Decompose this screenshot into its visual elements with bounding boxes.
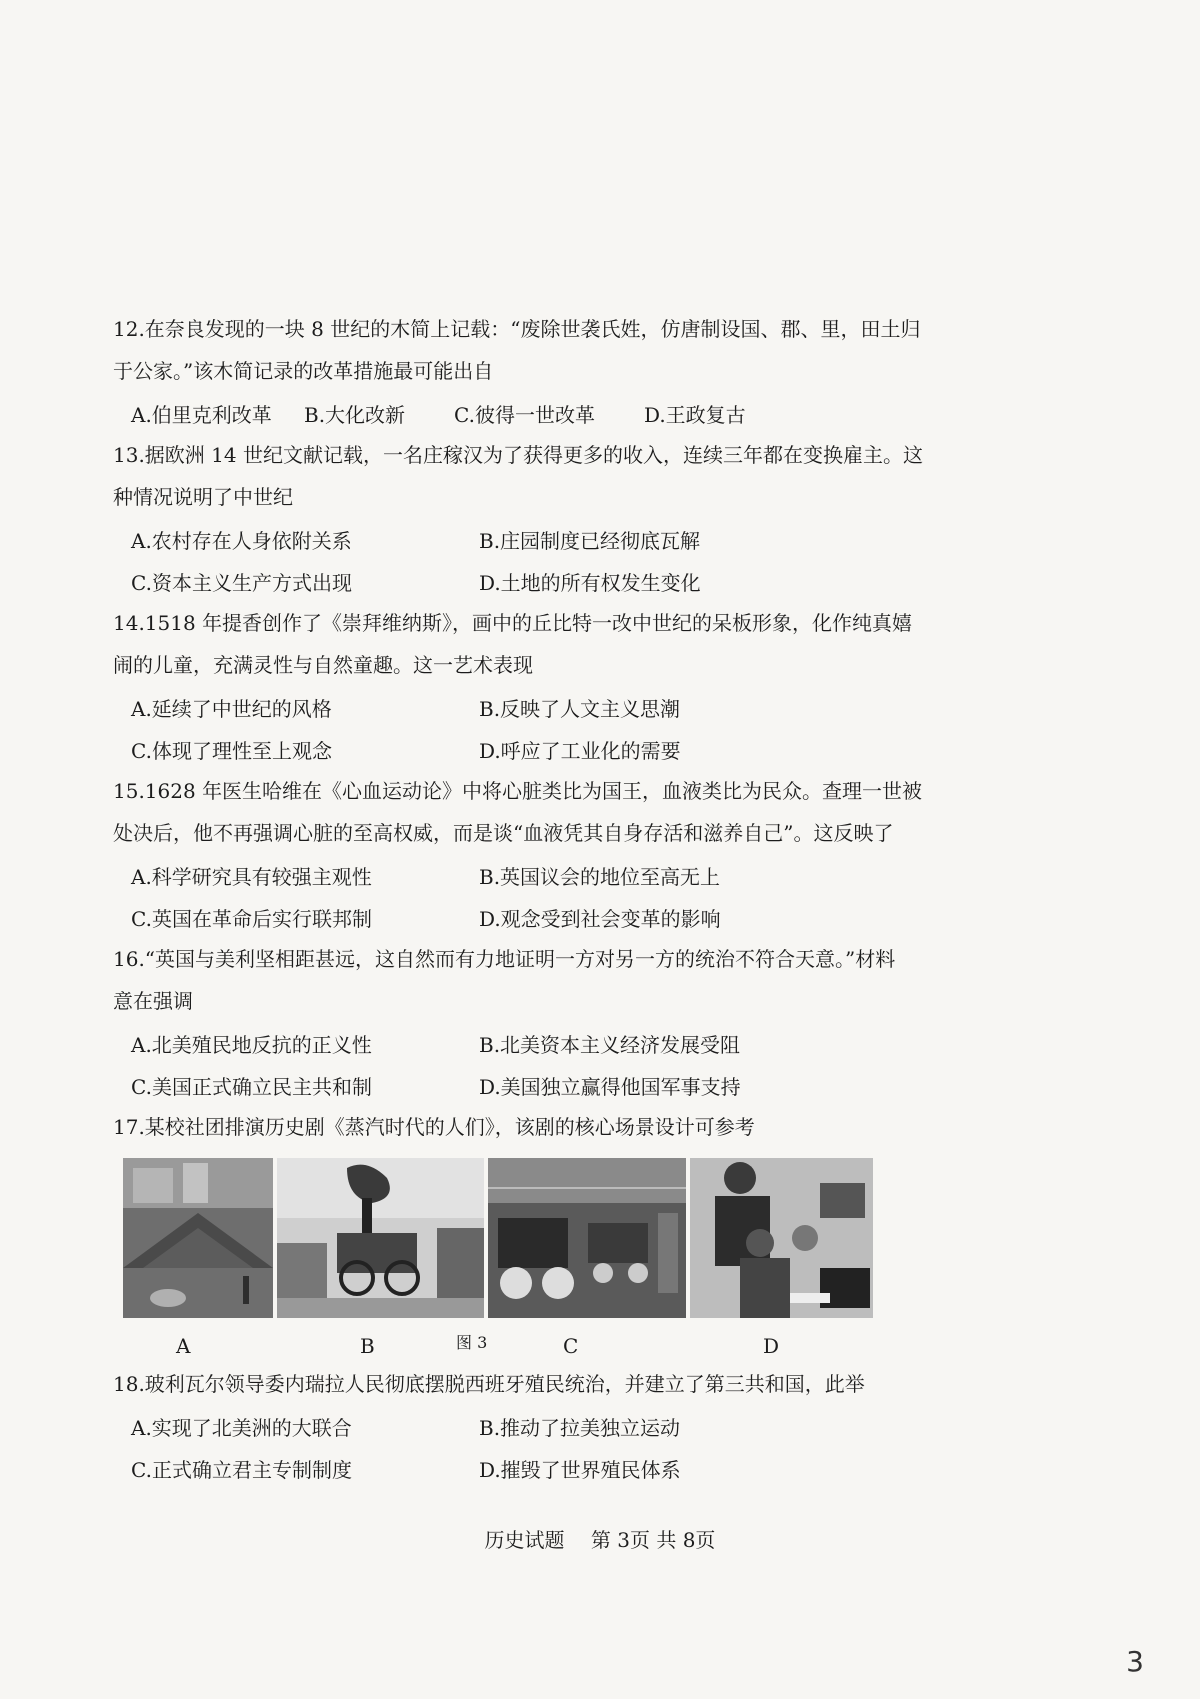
question-18-options-row2: [113, 1447, 943, 1489]
computer-users-image: [690, 1158, 873, 1318]
q12-option-b[interactable]: B.大化改新: [304, 402, 406, 427]
q18-option-a[interactable]: A.实现了北美洲的大联合: [131, 1415, 352, 1440]
question-14-options-row1: [113, 686, 943, 728]
q13-option-c[interactable]: C.资本主义生产方式出现: [131, 570, 352, 595]
figure-3: [113, 1158, 943, 1363]
figure-label-b: B: [360, 1334, 375, 1358]
question-list: [113, 308, 943, 1489]
steam-locomotive-image: [277, 1158, 484, 1318]
question-18-options-row1: [113, 1405, 943, 1447]
q13-option-b[interactable]: B.庄园制度已经彻底瓦解: [479, 528, 701, 553]
assembly-line-image: [488, 1158, 686, 1318]
q12-option-d[interactable]: D.王政复古: [644, 402, 746, 427]
question-15-options-row1: [113, 854, 943, 896]
figure-image-d[interactable]: [690, 1158, 873, 1318]
footer-page-info: 第 3页 共 8页: [590, 1528, 716, 1552]
q18-option-b[interactable]: B.推动了拉美独立运动: [479, 1415, 681, 1440]
page-number: 3: [1126, 1645, 1144, 1678]
question-17-stem: 17.某校社团排演历史剧《蒸汽时代的人们》，该剧的核心场景设计可参考: [113, 1115, 755, 1139]
q12-option-a[interactable]: A.伯里克利改革: [131, 402, 272, 427]
figure-image-c[interactable]: [488, 1158, 686, 1318]
q16-option-b[interactable]: B.北美资本主义经济发展受阻: [479, 1032, 741, 1057]
question-13-options-row2: [113, 560, 943, 602]
q16-option-a[interactable]: A.北美殖民地反抗的正义性: [131, 1032, 372, 1057]
q16-option-c[interactable]: C.美国正式确立民主共和制: [131, 1074, 372, 1099]
question-13-stem: 13.据欧洲 14 世纪文献记载，一名庄稼汉为了获得更多的收入，连续三年都在变换雇主。这 种情况说明了中世纪: [113, 443, 923, 509]
q13-option-d[interactable]: D.土地的所有权发生变化: [479, 570, 701, 595]
question-12-stem: 12.在奈良发现的一块 8 世纪的木简上记载：“废除世袭氏姓，仿唐制设国、郡、里，田土归 于公家。”该木简记录的改革措施最可能出自: [113, 317, 921, 383]
figure-caption: 图 3: [456, 1333, 488, 1352]
figure-image-b[interactable]: [277, 1158, 484, 1318]
question-14-stem: 14.1518 年提香创作了《崇拜维纳斯》，画中的丘比特一改中世纪的呆板形象，化作纯真嬉 闹的儿童，充满灵性与自然童趣。这一艺术表现: [113, 611, 913, 677]
q13-option-a[interactable]: A.农村存在人身依附关系: [131, 528, 352, 553]
q18-option-d[interactable]: D.摧毁了世界殖民体系: [479, 1457, 681, 1482]
question-16-stem: 16.“英国与美利坚相距甚远，这自然而有力地证明一方对另一方的统治不符合天意。”材料 意在强调: [113, 947, 896, 1013]
q14-option-d[interactable]: D.呼应了工业化的需要: [479, 738, 681, 763]
q15-option-c[interactable]: C.英国在革命后实行联邦制: [131, 906, 372, 931]
q14-option-c[interactable]: C.体现了理性至上观念: [131, 738, 332, 763]
question-16-options-row2: [113, 1064, 943, 1106]
footer-subject: 历史试题: [484, 1528, 565, 1552]
q14-option-a[interactable]: A.延续了中世纪的风格: [131, 696, 332, 721]
question-15-options-row2: [113, 896, 943, 938]
q12-option-c[interactable]: C.彼得一世改革: [454, 402, 595, 427]
question-13-options-row1: [113, 518, 943, 560]
page-footer: [0, 1524, 1200, 1553]
question-15-stem: 15.1628 年医生哈维在《心血运动论》中将心脏类比为国王，血液类比为民众。查理一世被 处决后，他不再强调心脏的至高权威，而是谈“血液凭其自身存活和滋养自己”。这反映了: [113, 779, 923, 845]
question-16-options-row1: [113, 1022, 943, 1064]
q18-option-c[interactable]: C.正式确立君主专制制度: [131, 1457, 352, 1482]
question-12-options: [113, 392, 943, 434]
figure-label-a: A: [176, 1334, 191, 1358]
figure-label-d: D: [763, 1334, 780, 1358]
figure-label-c: C: [563, 1334, 579, 1358]
figure-image-a[interactable]: [123, 1158, 273, 1318]
q15-option-d[interactable]: D.观念受到社会变革的影响: [479, 906, 721, 931]
q15-option-b[interactable]: B.英国议会的地位至高无上: [479, 864, 721, 889]
q15-option-a[interactable]: A.科学研究具有较强主观性: [131, 864, 372, 889]
question-18-stem: 18.玻利瓦尔领导委内瑞拉人民彻底摆脱西班牙殖民统治，并建立了第三共和国，此举: [113, 1372, 865, 1396]
question-14-options-row2: [113, 728, 943, 770]
medieval-field-image: [123, 1158, 273, 1318]
q16-option-d[interactable]: D.美国独立赢得他国军事支持: [479, 1074, 741, 1099]
q14-option-b[interactable]: B.反映了人文主义思潮: [479, 696, 681, 721]
